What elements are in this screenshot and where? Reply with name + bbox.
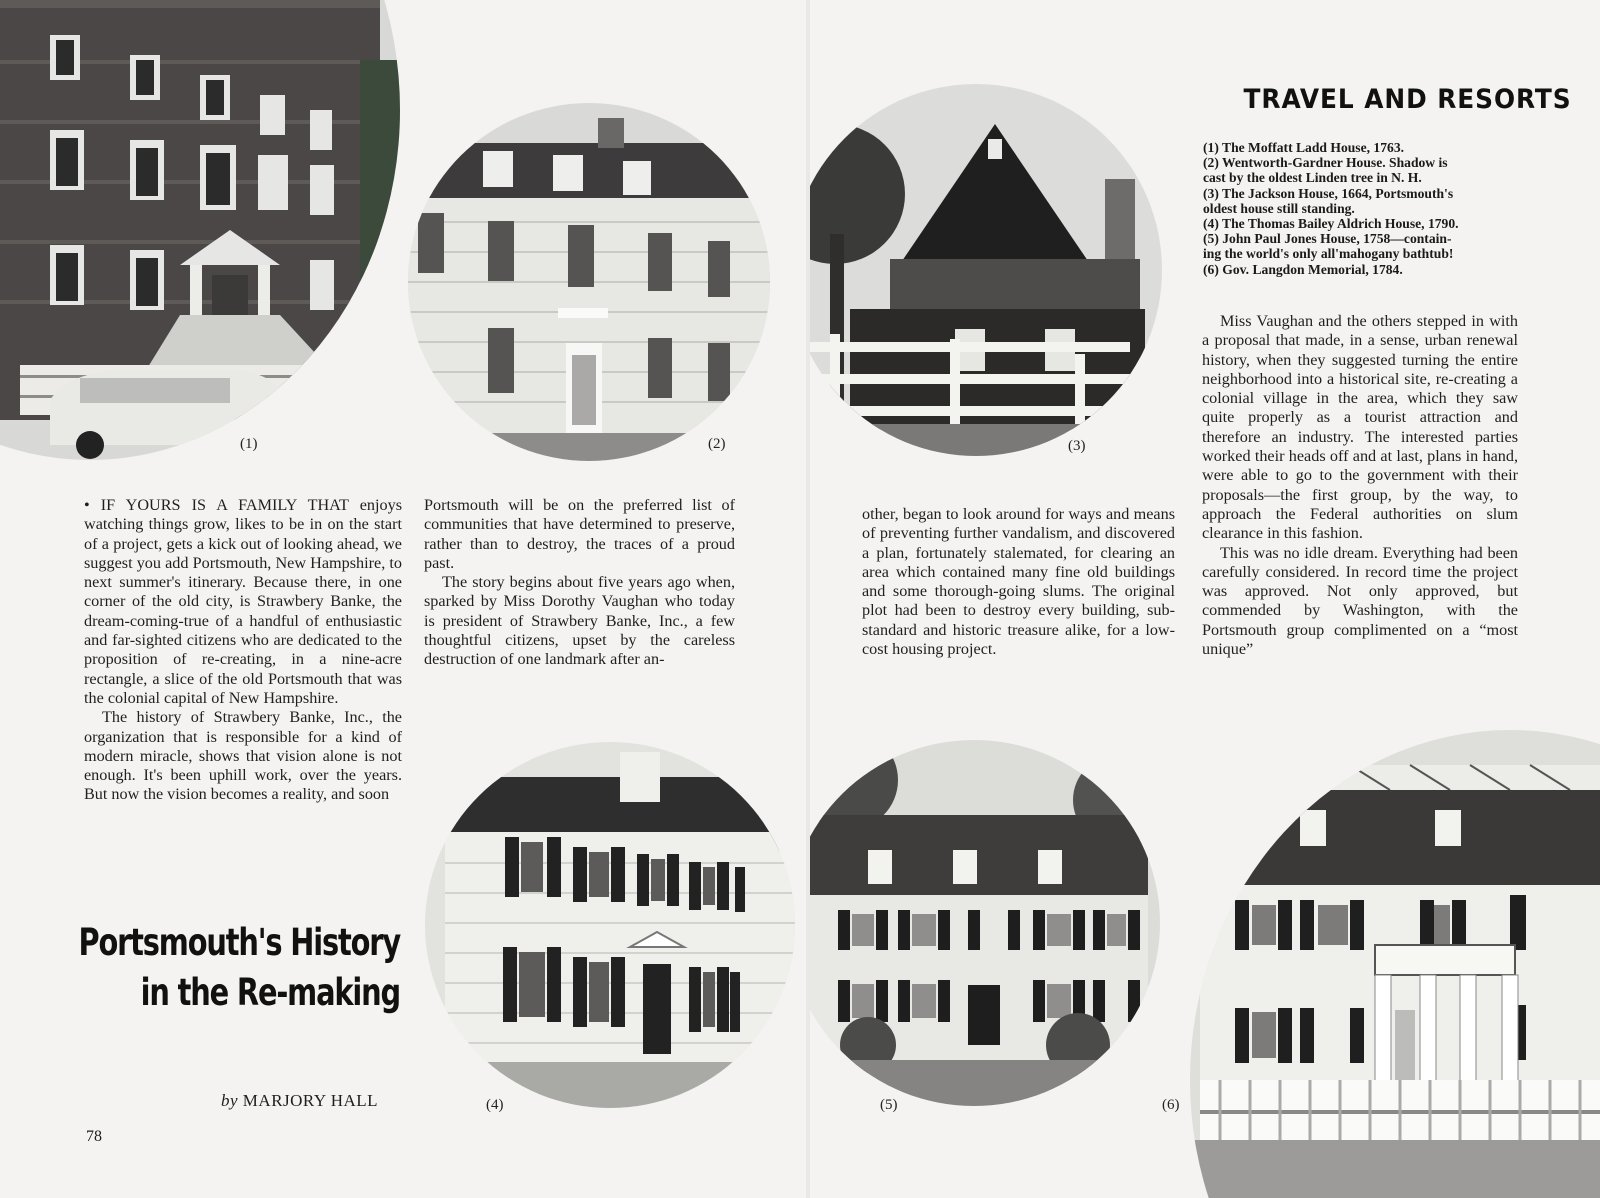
article-headline — [26, 918, 400, 1018]
photo-wentworth-gardner-house — [408, 103, 770, 461]
article-column-2 — [424, 496, 735, 670]
caption-item-4: (4) The Thomas Bailey Aldrich House, 1790. — [1203, 216, 1459, 232]
caption-item-2-cont: cast by the oldest Linden tree in N. H. — [1203, 170, 1422, 186]
paragraph-history: The history of Strawbery Banke, Inc., the organization that is responsible for a kind of modern miracle, shows that vision alone is not enough. It's been uphill work, over the years. But now the vision becomes a reality, and soon — [84, 708, 402, 804]
paragraph-preferred-list: Portsmouth will be on the preferred list of communities that have determined to preserve, rather than to destroy, the traces of a proud past. — [424, 496, 735, 572]
caption-photo-4: (4) — [486, 1097, 504, 1113]
caption-item-2: (2) Wentworth-Gardner House. Shadow is — [1203, 155, 1448, 171]
paragraph-intro: • IF YOURS IS A FAMILY THAT enjoys watching things grow, likes to be in on the start of a project, gets a kick out of looking ahead, we suggest you add Portsmouth, New Hampshire, to next summer's itinerary. Because there, in one corner of the old city, is Strawbery Banke, the dream-coming-true of a handful of enthusiastic and far-sighted citizens who are dedicated to the proposition of re-creating, in a nine-acre rectangle, a slice of the old Portsmouth that was the colonial capital of New Hampshire. — [84, 496, 402, 707]
article-column-4 — [1202, 312, 1518, 659]
caption-item-6: (6) Gov. Langdon Memorial, 1784. — [1203, 261, 1403, 277]
article-column-1 — [84, 496, 402, 805]
photo-john-paul-jones-house — [810, 740, 1160, 1106]
byline-prefix: by — [221, 1091, 239, 1110]
paragraph-story-begins: The story begins about five years ago when, sparked by Miss Dorothy Vaughan who today is president of Strawbery Banke, Inc., a few thoughtful citizens, upset by the careless destruction of one landmark after an- — [424, 573, 735, 669]
caption-item-1: (1) The Moffatt Ladd House, 1763. — [1203, 140, 1405, 155]
photo-thomas-bailey-aldrich-house — [425, 742, 795, 1108]
section-title: TRAVEL AND RESORTS — [1243, 84, 1572, 115]
right-page — [810, 0, 1600, 1198]
caption-photo-2: (2) — [708, 436, 726, 452]
caption-photo-6: (6) — [1162, 1097, 1180, 1113]
article-column-3 — [862, 505, 1175, 659]
caption-item-3: (3) The Jackson House, 1664, Portsmouth's — [1203, 185, 1454, 201]
photo-moffatt-ladd-house — [0, 0, 400, 460]
caption-photo-3: (3) — [1068, 438, 1086, 454]
paragraph-vandalism: other, began to look around for ways and means of preventing further vandalism, and discovered a plan, fortunately stalemated, for clearing an area which contained many fine old buildings and some thorough-going slums. The original plot had been to destroy every building, sub-standard and historic treasure alike, for a low-cost housing project. — [862, 505, 1175, 659]
page-number: 78 — [86, 1128, 102, 1145]
headline-line-2: in the Re-making — [140, 971, 400, 1014]
photo-jackson-house — [810, 84, 1162, 456]
photo-captions — [1203, 140, 1575, 277]
byline — [221, 1091, 378, 1111]
caption-photo-5: (5) — [880, 1097, 898, 1113]
author-name: MARJORY HALL — [242, 1091, 379, 1110]
caption-item-5: (5) John Paul Jones House, 1758—contain- — [1203, 231, 1452, 247]
photo-gov-langdon-memorial — [1190, 730, 1600, 1198]
paragraph-proposal: Miss Vaughan and the others stepped in with a proposal that made, in a sense, urban renewal history, when they suggested turning the entire neighborhood into a historical site, re-creating a colonial village in the area, which they saw quite properly as a tourist attraction and therefore an industry. The interested parties worked their heads off and at last, plans in hand, were able to go to the government with their proposals—the first group, by the way, to approach the Federal authorities on slum clearance in this fashion. — [1202, 312, 1518, 543]
headline-line-1: Portsmouth's History — [78, 921, 401, 964]
caption-item-3-cont: oldest house still standing. — [1203, 200, 1355, 216]
caption-photo-1: (1) — [240, 436, 258, 452]
caption-item-5-cont: ing the world's only all'mahogany bathtub! — [1203, 246, 1454, 262]
paragraph-idle-dream: This was no idle dream. Everything had been carefully considered. In record time the project was approved. Not only approved, but commended by Washington, with the Portsmouth group complimented on a “most unique” — [1202, 543, 1518, 659]
